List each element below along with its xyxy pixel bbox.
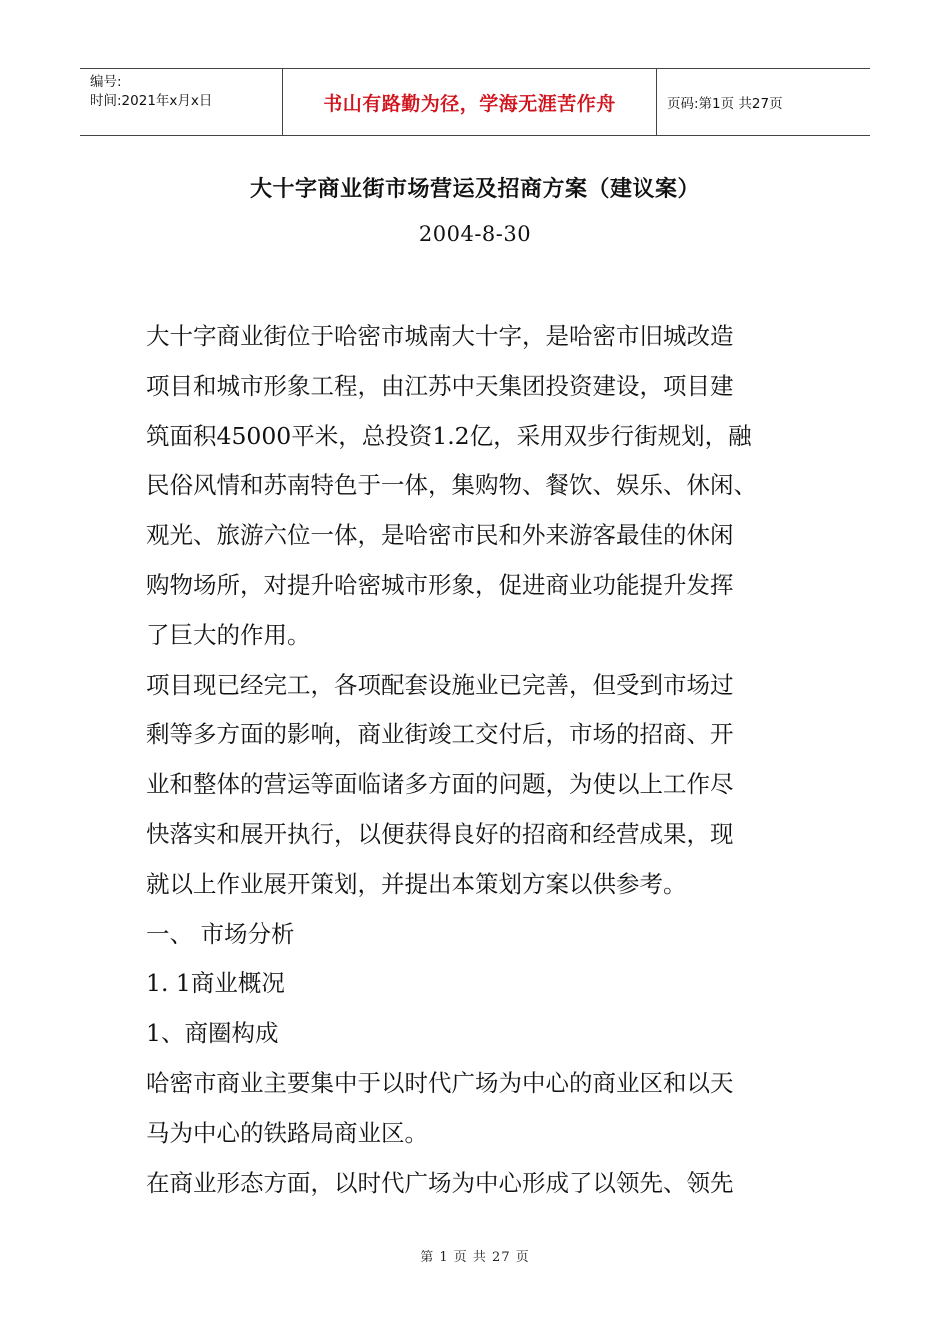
- body-line: 项目现已经完工，各项配套设施业已完善，但受到市场过: [146, 670, 734, 699]
- document-body: [146, 312, 812, 1208]
- document-number-label: 编号:: [90, 74, 122, 90]
- body-line: 剩等多方面的影响，商业街竣工交付后，市场的招商、开: [146, 720, 734, 749]
- body-line: 筑面积45000平米，总投资1.2亿，采用双步行街规划，融: [146, 421, 752, 450]
- body-line: 一、 市场分析: [146, 919, 295, 948]
- body-line: 1. 1商业概况: [146, 969, 285, 998]
- document-time-label: 时间:2021年x月x日: [90, 93, 213, 109]
- document-date: 2004-8-30: [418, 222, 532, 246]
- body-line: 大十字商业街位于哈密市城南大十字，是哈密市旧城改造: [146, 322, 734, 350]
- body-line: 就以上作业展开策划，并提出本策划方案以供参考。: [146, 869, 687, 898]
- body-line: 马为中心的铁路局商业区。: [146, 1118, 428, 1147]
- header-table: [80, 68, 870, 136]
- body-line: 哈密市商业主要集中于以时代广场为中心的商业区和以天: [146, 1068, 734, 1097]
- page-footer: 第 1 页 共 27 页: [420, 1250, 530, 1265]
- body-line: 观光、旅游六位一体，是哈密市民和外来游客最佳的休闲: [146, 521, 734, 550]
- document-title: 大十字商业街市场营运及招商方案（建议案）: [249, 177, 700, 202]
- body-line: 购物场所，对提升哈密城市形象，促进商业功能提升发挥: [146, 570, 734, 599]
- body-line: 在商业形态方面，以时代广场为中心形成了以领先、领先: [146, 1168, 734, 1197]
- body-line: 了巨大的作用。: [146, 620, 311, 649]
- body-line: 民俗风情和苏南特色于一体，集购物、餐饮、娱乐、休闲、: [146, 471, 757, 500]
- body-line: 快落实和展开执行，以便获得良好的招商和经营成果，现: [146, 819, 734, 848]
- body-line: 业和整体的营运等面临诸多方面的问题，为使以上工作尽: [146, 770, 734, 799]
- header-motto: 书山有路勤为径，学海无涯苦作舟: [282, 69, 657, 135]
- body-line: 项目和城市形象工程，由江苏中天集团投资建设，项目建: [146, 371, 734, 400]
- header-page-info: 页码:第1页 共27页: [667, 96, 783, 112]
- body-line: 1、商圈构成: [146, 1019, 279, 1048]
- header-meta: [80, 69, 282, 135]
